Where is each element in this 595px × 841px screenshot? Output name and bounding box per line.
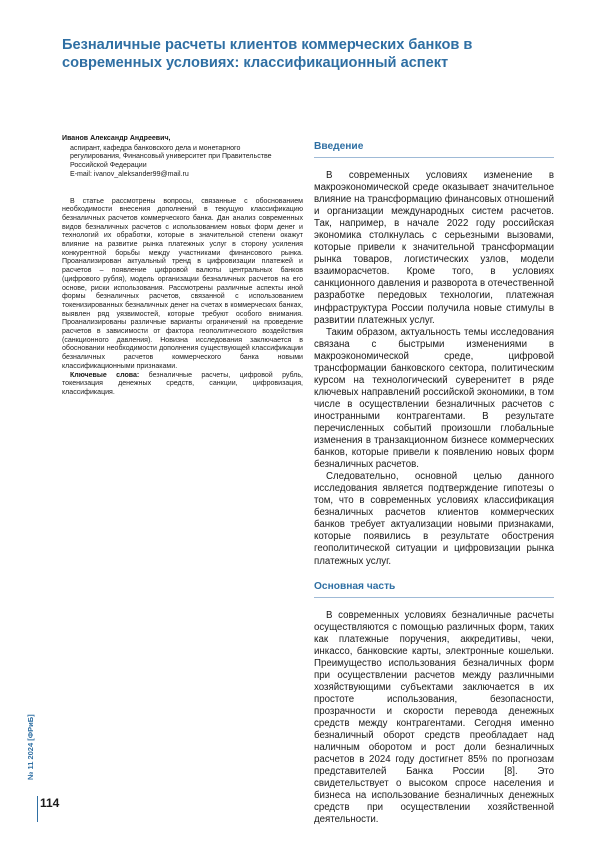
affiliation-line: Российской Федерации — [70, 162, 147, 170]
section-body-introduction — [314, 170, 554, 568]
sidebar-divider — [37, 796, 38, 822]
abstract-paragraph: В статье рассмотрены вопросы, связанные с обоснованием необходимости внесения дополнений в текущую классификацию безналичных расчетов коммерческого банка. Дан анализ современных видов безналичных расчетов с использованием новых форм денег и технологий их обработки, которые в значительной степени окажут влияние на развитие рынка платежных услуг в сторону усиления конкурентной борьбы между участниками финансового рынка. Проанализирован актуальный тренд в цифровизации платежей и расчетов – появление цифровой валюты центральных банков (цифрового рубля), модель организации безналичных расчетов на его основе, риски использования. Рассмотрены различные аспекты иной формы безналичных расчетов, связанной с использованием токенизированных безналичных денег на счетах в коммерческих банках, выявлен ряд уязвимостей, которые требуют особого внимания. Проанализированы различные варианты ограничений на проведение расчетов в зависимости от фактора геополитического воздействия (санкционного давления). Новизна исследования заключается в обосновании необходимости дополнения существующей классификации безналичных расчетов коммерческого банка новыми классификационными признаками. — [62, 197, 303, 370]
author-name: Иванов Александр Андреевич, — [62, 135, 171, 142]
keywords — [62, 372, 303, 398]
abstract — [62, 198, 303, 398]
section-body-main — [314, 610, 554, 827]
paragraph: В современных условиях безналичные расчеты осуществляются с помощью различных форм, таких как платежные поручения, аккредитивы, чеки, инкассо, банковские карты, электронные кошельки. Преимущество использования безналичных форм при осуществлении расчетов между различными хозяйствующими субъектами заключается в их простоте использования, безопасности, прозрачности и скорости перевода денежных средств между контрагентами. Сегодня именно безналичный оборот средств преобладает над наличным оборотом и рост доли безналичных расчетов в 2024 году достигнет 85% по прогнозам представителей Банка России [8]. Это свидетельствует о высоком спросе населения и бизнеса на использование безналичных денежных средств при осуществлении хозяйственной деятельности. — [314, 609, 554, 826]
left-column — [62, 135, 303, 398]
section-heading-introduction: Введение — [314, 140, 554, 158]
section-heading-main: Основная часть — [314, 580, 554, 598]
paragraph: Следовательно, основной целью данного исследования является подтверждение гипотезы о том, что в современных условиях классификация безналичных расчетов клиентов коммерческих банков требует актуализации новыми признаками, которые появились в результате обострения геополитической ситуации и цифровизации рынка платежных услуг. — [314, 471, 554, 567]
affiliation-line: регулирования, Финансовый университет при Правительстве — [70, 153, 272, 161]
right-column — [314, 140, 554, 826]
paragraph: В современных условиях изменение в макроэкономической среде оказывает значительное влияние на трансформацию финансовых отношений и организации международных систем расчетов. Так, например, в начале 2022 году российская экономика столкнулась с серьезными вызовами, которые привели к значительной трансформации рынка товаров, логистических узлов, модели взаиморасчетов. Кроме того, в условиях санкционного давления и разворота в отечественной разработке передовых технологии, платежная инфраструктура России получила новые стимулы в развитии платежных услуг. — [314, 170, 555, 326]
keywords-label: Ключевые слова: — [70, 371, 140, 379]
keywords-text: безналичные расчеты, цифровой рубль, токенизация денежных средств, санкции, цифровизация, классификация. — [62, 371, 303, 396]
paragraph: Таким образом, актуальность темы исследования связана с быстрыми изменениями в макроэкономической среде, цифровой трансформации банковского сектора, политическим курсом на технологический суверенитет в ряде ключевых направлений российской экономики, в том числе в осуществлении безналичных расчетов с иностранными контрагентами. В результате перечисленных событий произошли глобальные изменения в транзакционном бизнесе коммерческих банков, которые привели к появлению новых форм безналичных расчетов. — [314, 326, 554, 471]
author-email: E-mail: ivanov_aleksander99@mail.ru — [70, 170, 189, 178]
issue-sidebar: № 11 2024 [ФРиБ] — [26, 714, 35, 780]
article-title: Безналичные расчеты клиентов коммерческих банков в современных условиях: классификационный аспект — [62, 37, 473, 71]
author-affiliation — [62, 145, 303, 180]
affiliation-line: аспирант, кафедра банковского дела и монетарного — [70, 144, 241, 152]
page-number: 114 — [40, 796, 60, 810]
